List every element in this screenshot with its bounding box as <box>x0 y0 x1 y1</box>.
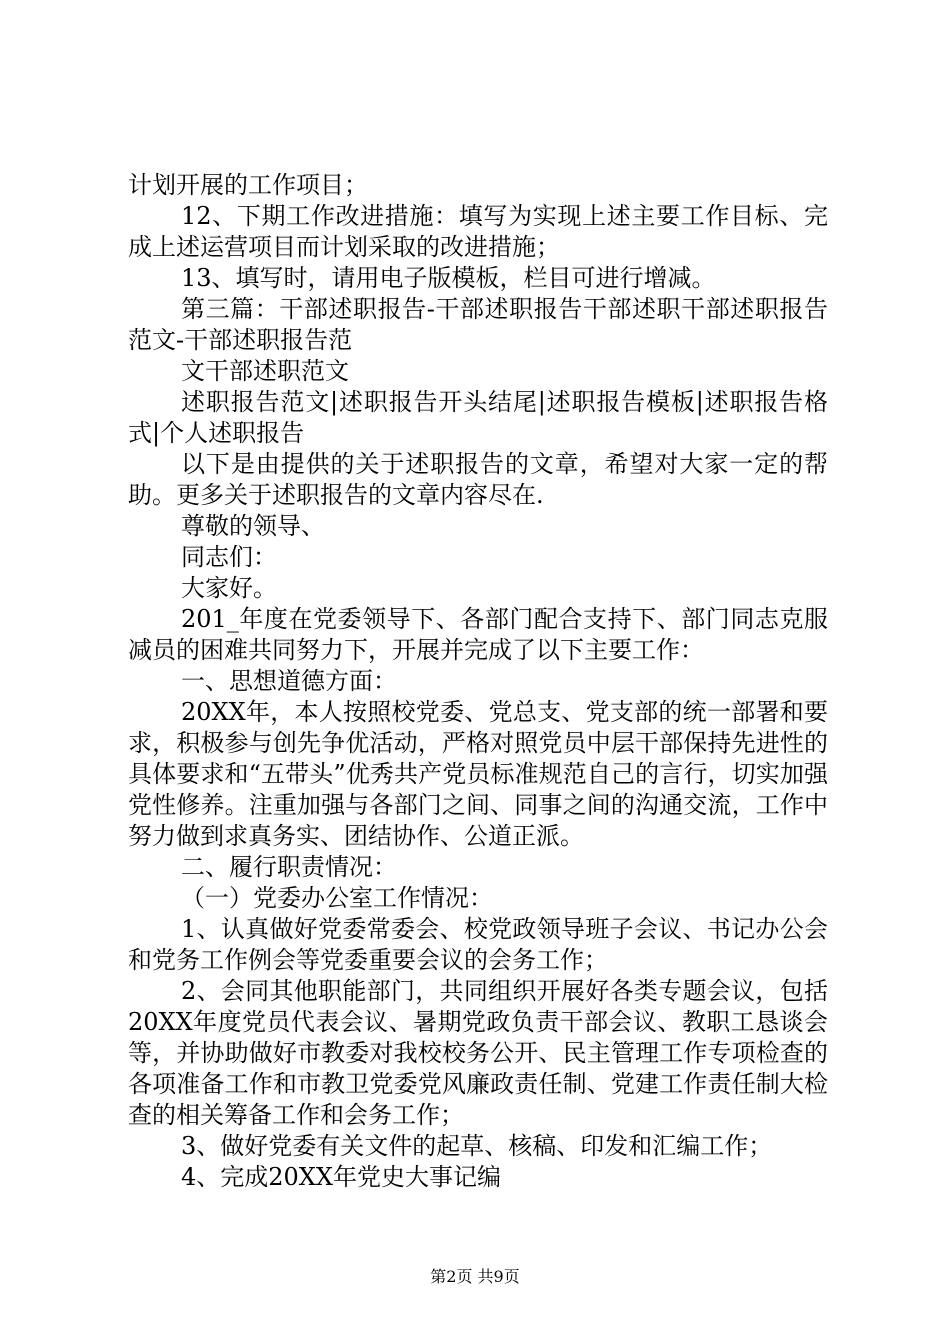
paragraph: 13、填写时，请用电子版模板，栏目可进行增减。 <box>181 264 716 292</box>
paragraph: 文干部述职范文 <box>181 357 349 385</box>
paragraph: （一）党委办公室工作情况： <box>181 884 493 912</box>
paragraph: 一、思想道德方面： <box>181 667 397 695</box>
paragraph: 以下是由提供的关于述职报告的文章，希望对大家一定的帮助。更多关于述职报告的文章内容尽在. <box>128 450 828 509</box>
paragraph: 201_年度在党委领导下、各部门配合支持下、部门同志克服减员的困难共同努力下，开展并完成了以下主要工作： <box>128 605 828 664</box>
paragraph: 第三篇：干部述职报告-干部述职报告干部述职干部述职报告范文-干部述职报告范 <box>128 295 828 354</box>
paragraph: 2、会同其他职能部门，共同组织开展好各类专题会议，包括20XX年度党员代表会议、暑期党政负责干部会议、教职工恳谈会等，并协助做好市教委对我校校务公开、民主管理工作专项检查的各项准备工作和市教卫党委党风廉政责任制、党建工作责任制大检查的相关筹备工作和会务工作； <box>128 977 828 1129</box>
paragraph: 4、完成20XX年党史大事记编 <box>181 1163 501 1191</box>
paragraph: 同志们： <box>181 543 277 571</box>
paragraph: 计划开展的工作项目； <box>128 171 368 199</box>
page-footer: 第2页 共9页 <box>430 1267 520 1286</box>
document-body <box>128 170 828 1193</box>
paragraph: 12、下期工作改进措施：填写为实现上述主要工作目标、完成上述运营项目而计划采取的改进措施； <box>128 202 828 261</box>
paragraph: 述职报告范文|述职报告开头结尾|述职报告模板|述职报告格式|个人述职报告 <box>128 388 828 447</box>
paragraph: 尊敬的领导、 <box>181 512 325 540</box>
paragraph: 1、认真做好党委常委会、校党政领导班子会议、书记办公会和党务工作例会等党委重要会议的会务工作； <box>128 915 828 974</box>
paragraph: 大家好。 <box>181 574 277 602</box>
paragraph: 二、履行职责情况： <box>181 853 397 881</box>
paragraph: 20XX年，本人按照校党委、党总支、党支部的统一部署和要求，积极参与创先争优活动，严格对照党员中层干部保持先进性的具体要求和“五带头”优秀共产党员标准规范自己的言行，切实加强党性修养。注重加强与各部门之间、同事之间的沟通交流，工作中努力做到求真务实、团结协作、公道正派。 <box>128 698 828 850</box>
paragraph: 3、做好党委有关文件的起草、核稿、印发和汇编工作； <box>181 1132 773 1160</box>
